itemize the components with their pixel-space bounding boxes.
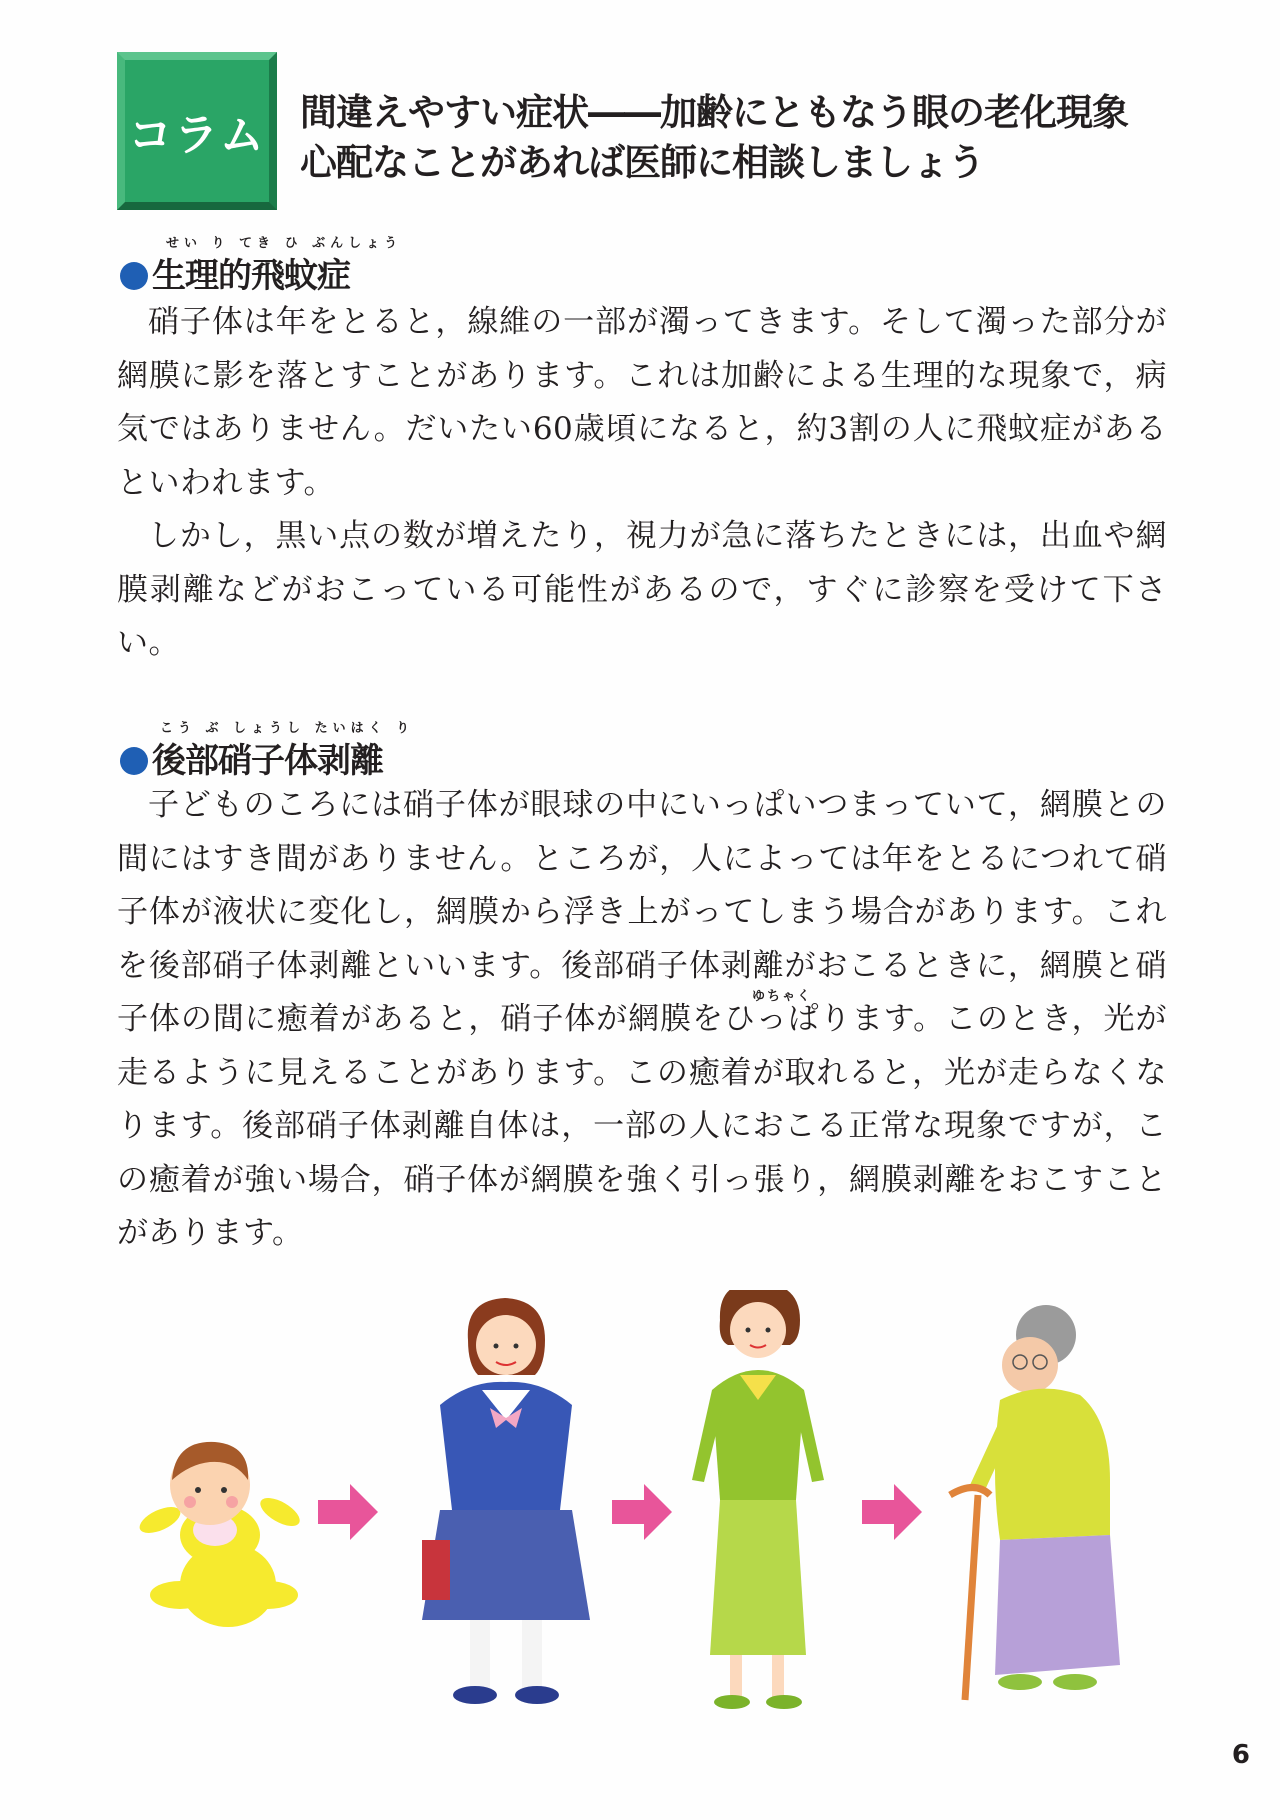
schoolgirl-figure <box>422 1298 590 1704</box>
bullet-icon <box>120 747 148 775</box>
arrow-icon <box>612 1484 672 1540</box>
section2-ruby: こう ぶ しょうし たいはく り <box>160 721 415 736</box>
title-line-2: 心配なことがあれば医師に相談しましょう <box>300 141 984 184</box>
bullet-icon <box>120 262 148 290</box>
section1-heading <box>120 248 350 297</box>
section2-heading-text: 後部硝子体剥離 <box>152 741 383 781</box>
baby-figure <box>136 1442 304 1627</box>
arrow-icon <box>862 1484 922 1540</box>
aging-illustration <box>0 1290 1280 1730</box>
yuchaku-ruby: ゆちゃく <box>752 989 813 1004</box>
woman-figure <box>692 1290 824 1709</box>
page-number: 6 <box>1231 1740 1250 1770</box>
section1-paragraph-1: 硝子体は年をとると，線維の一部が濁ってきます。そして濁った部分が網膜に影を落とすことがあります。これは加齢による生理的な現象で，病気ではありません。だいたい60歳頃になると，約3割の人に飛蚊症があるといわれます。 <box>117 304 1167 501</box>
column-badge-label: コラム <box>128 110 266 161</box>
page-title <box>300 88 1200 188</box>
section1-heading-text: 生理的飛蚊症 <box>152 256 350 296</box>
section1-ruby: せい り てき ひ ぶんしょう <box>166 236 403 251</box>
column-badge <box>117 52 277 210</box>
title-line-1: 間違えやすい症状――加齢にともなう眼の老化現象 <box>300 91 1128 134</box>
elderly-woman-figure <box>950 1305 1120 1700</box>
arrow-icon <box>318 1484 378 1540</box>
section1-paragraph-2: しかし，黒い点の数が増えたり，視力が急に落ちたときには，出血や網膜剥離などがおこっている可能性があるので，すぐに診察を受けて下さい。 <box>117 518 1167 661</box>
section2-heading <box>120 733 383 782</box>
section2-paragraph-1: 子どものころには硝子体が眼球の中にいっぱいつまっていて，網膜との間にはすき間がありません。ところが，人によっては年をとるにつれて硝子体が液状に変化し，網膜から浮き上がってしまう場合があります。これを後部硝子体剥離といいます。後部硝子体剥離がおこるときに，網膜と硝子体の間に癒着があると，硝子体が網膜をひっぱります。このとき，光が走るように見えることがあります。この癒着が取れると，光が走らなくなります。後部硝子体剥離自体は，一部の人におこる正常な現象ですが，この癒着が強い場合，硝子体が網膜を強く引っ張り，網膜剥離をおこすことがあります。 <box>117 787 1167 1251</box>
